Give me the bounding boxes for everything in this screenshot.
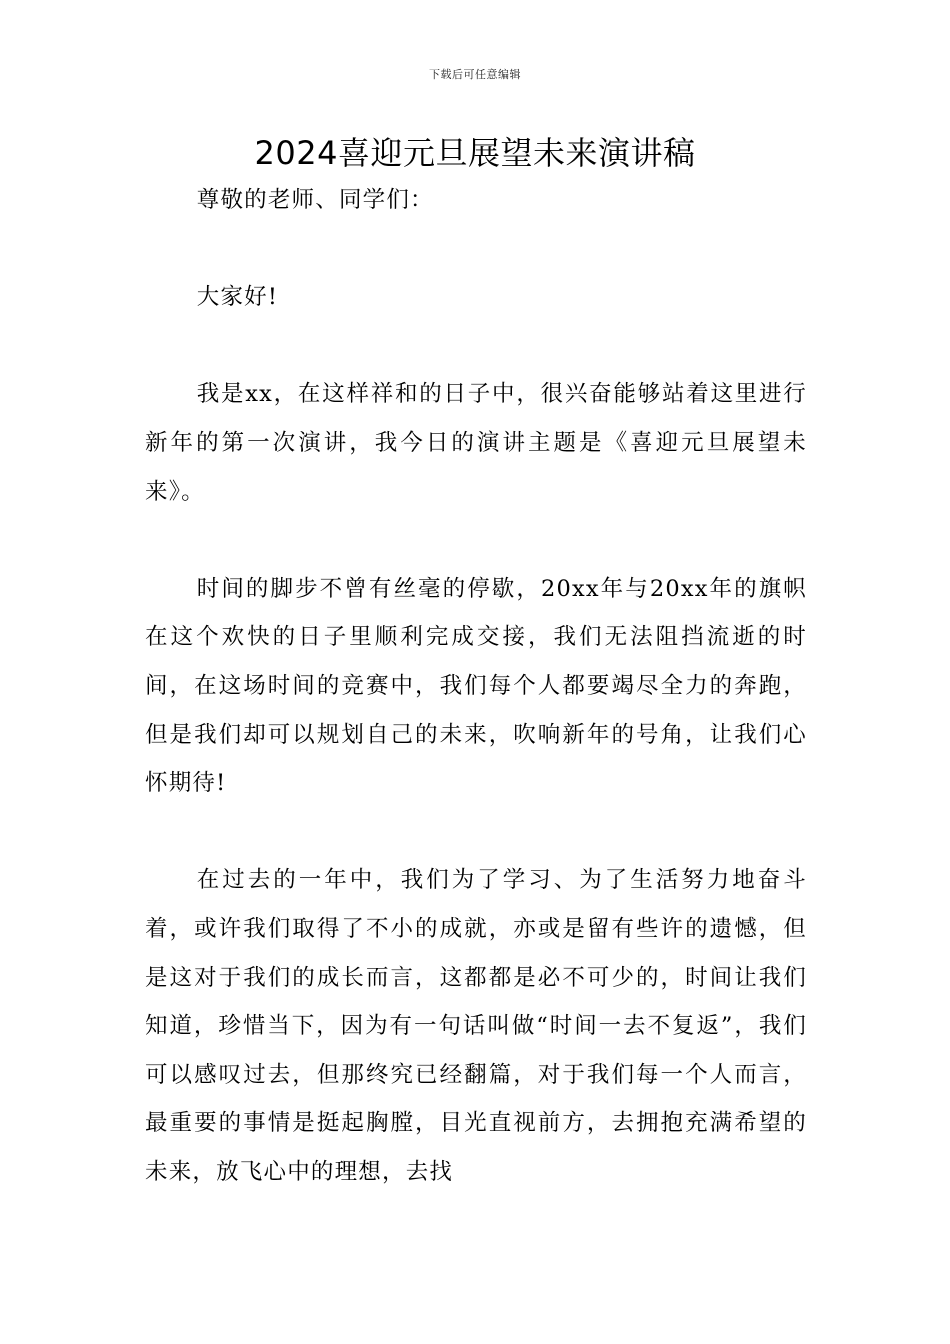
paragraph-gap: [145, 225, 807, 274]
paragraph-past-year: 在过去的一年中，我们为了学习、为了生活努力地奋斗着，或许我们取得了不小的成就，亦或是留有些许的遗憾，但是这对于我们的成长而言，这都都是必不可少的，时间让我们知道，珍惜当下，因为有一句话叫做“时间一去不复返”，我们可以感叹过去，但那终究已经翻篇，对于我们每一个人而言，最重要的事情是挺起胸膛，目光直视前方，去拥抱充满希望的未来，放飞心中的理想，去找: [145, 867, 807, 1185]
salutation: 尊敬的老师、同学们：: [196, 187, 434, 213]
paragraph-intro: 我是xx，在这样祥和的日子中，很兴奋能够站着这里进行新年的第一次演讲，我今日的演讲主题是《喜迎元旦展望未来》。: [145, 381, 807, 505]
greeting: 大家好!: [196, 284, 279, 311]
header-note: 下载后可任意编辑: [429, 68, 521, 81]
document-body: [145, 176, 807, 1196]
paragraph-gap: [145, 322, 807, 371]
paragraph-gap: [145, 808, 807, 857]
document-title: 2024喜迎元旦展望未来演讲稿: [254, 134, 696, 172]
paragraph-time: 时间的脚步不曾有丝毫的停歇，20xx年与20xx年的旗帜在这个欢快的日子里顺利完成交接，我们无法阻挡流逝的时间，在这场时间的竞赛中，我们每个人都要竭尽全力的奔跑，但是我们却可以规划自己的未来，吹响新年的号角，让我们心怀期待!: [145, 575, 807, 797]
paragraph-gap: [145, 516, 807, 565]
